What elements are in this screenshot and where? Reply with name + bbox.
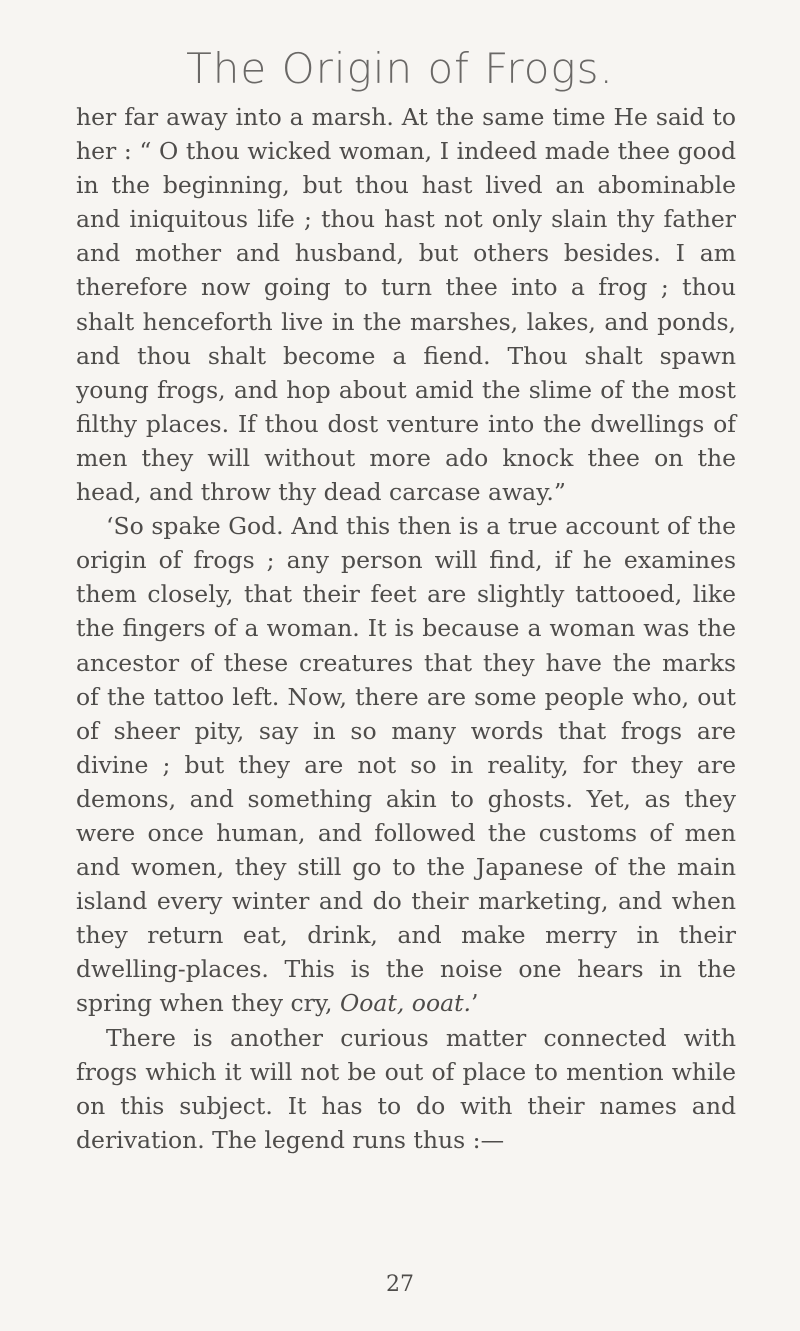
paragraph-2-text: ‘So spake God. And this then is a true account of the origin of frogs ; any person will find, if he examines them closely, that their feet are slightly tattooed, like the fingers of a woman. It is because a woman was the ancestor of these creatures that they have the marks of the tattoo left. Now, there are some people who, out of sheer pity, say in so many words that frogs are divine ; but they are not so in reality, for they are demons, and something akin to ghosts. Yet, as they were once human, and followed the customs of men and women, they still go to the Japanese of the main island every winter and do their marketing, and when they return eat, drink, and make merry in their dwelling-places. This is the noise one hears in the spring when they cry, <box>76 512 736 1018</box>
paragraph-1: her far away into a marsh. At the same time He said to her : “ O thou wicked woman, I indeed made thee good in the beginning, but thou hast lived an abominable and iniquitous life ; thou hast not only slain thy father and mother and husband, but others besides. I am therefore now going to turn thee into a frog ; thou shalt henceforth live in the marshes, lakes, and ponds, and thou shalt become a fiend. Thou shalt spawn young frogs, and hop about amid the slime of the most filthy places. If thou dost venture into the dwellings of men they will without more ado knock thee on the head, and throw thy dead carcase away.” <box>76 103 736 507</box>
running-head-title: The Origin of Frogs. <box>186 44 614 93</box>
paragraph-3: There is another curious matter connected with frogs which it will not be out of place to mention while on this subject. It has to do with their names and derivation. The legend runs thus :— <box>76 1023 736 1154</box>
page-number: 27 <box>386 1272 414 1297</box>
frog-cry-text: Ooat, ooat. <box>340 989 472 1018</box>
closing-quote: ’ <box>471 989 479 1018</box>
body-text <box>76 100 736 1157</box>
paragraph-2 <box>76 509 736 1020</box>
